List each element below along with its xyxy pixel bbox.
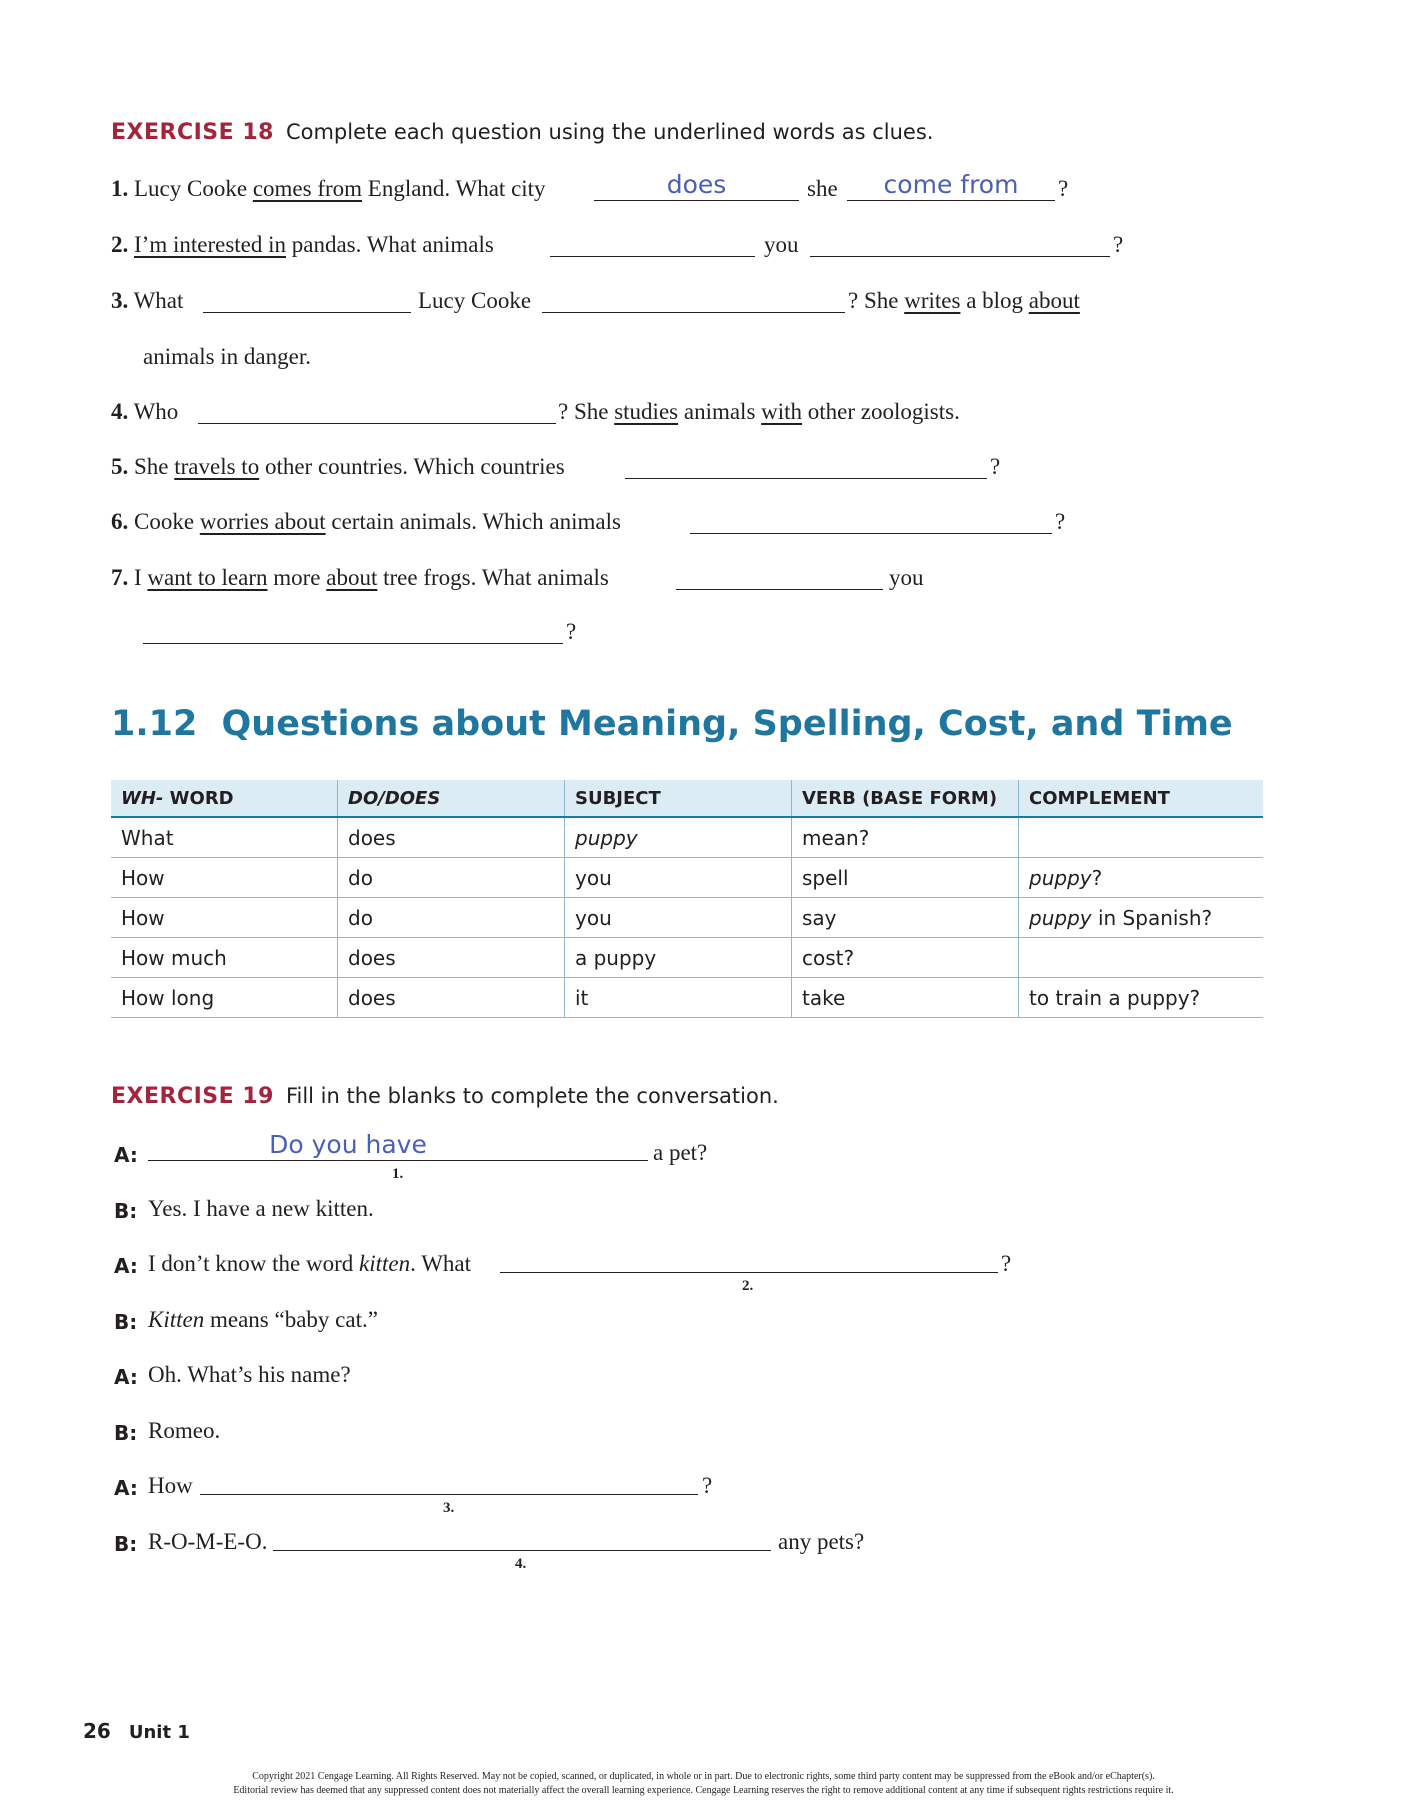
ex18-item-6	[111, 509, 621, 535]
line-text: a pet?	[653, 1140, 708, 1165]
cell-subject	[565, 817, 792, 858]
item-number: 2.	[111, 232, 129, 257]
item-text: Cooke	[134, 509, 200, 534]
line-text-italic: kitten	[359, 1251, 411, 1276]
line-text	[148, 1307, 378, 1333]
item-text: you	[889, 565, 924, 590]
item-text: more	[267, 565, 327, 590]
item-text: certain animals. Which animals	[325, 509, 621, 534]
item-number: 3.	[111, 288, 129, 313]
cell-wh: How much	[111, 938, 338, 978]
line-text: Romeo.	[148, 1418, 221, 1443]
line-text-part: . What	[410, 1251, 472, 1276]
cell-complement: to train a puppy?	[1019, 978, 1264, 1018]
item-text: other zoologists.	[802, 399, 960, 424]
item-text: tree frogs. What animals	[377, 565, 609, 590]
answer-blank-1a[interactable]	[594, 200, 799, 201]
speaker-label: B:	[114, 1310, 138, 1334]
item-text: What	[133, 288, 184, 313]
header-wh-rest: WORD	[163, 788, 234, 809]
item-text: a blog	[960, 288, 1029, 313]
underlined-clue: travels to	[174, 454, 260, 479]
cell-complement	[1019, 817, 1264, 858]
cell-verb: say	[792, 898, 1019, 938]
exercise-19-instruction: Fill in the blanks to complete the conversation.	[285, 1084, 779, 1108]
cell-complement-italic: puppy	[1029, 905, 1092, 930]
cell-subject: you	[565, 858, 792, 898]
item-text: She	[134, 454, 175, 479]
cell-complement	[1019, 858, 1264, 898]
cell-wh: How	[111, 858, 338, 898]
speaker-label: B:	[114, 1421, 138, 1445]
question-mark: ?	[990, 454, 1001, 479]
question-mark: ?	[1058, 176, 1069, 201]
underlined-clue: with	[761, 399, 803, 424]
handwritten-answer: does	[666, 170, 727, 199]
item-text: England. What city	[362, 176, 546, 201]
cell-complement-italic: puppy	[1029, 865, 1092, 890]
underlined-clue: comes from	[252, 176, 363, 201]
question-mark: ?	[1113, 232, 1124, 257]
page-footer	[83, 1719, 190, 1743]
underlined-clue: studies	[614, 399, 679, 424]
line-text: any pets?	[778, 1529, 865, 1554]
answer-blank-2a[interactable]	[550, 256, 755, 257]
underlined-clue: about	[326, 565, 378, 590]
cell-subject: you	[565, 898, 792, 938]
copyright-line-2: Editorial review has deemed that any suppressed content does not materially affect the overall learning experience. Cengage Learning reserves the right to remove additional content at any time if subsequent rights restrictions require it.	[233, 1785, 1174, 1796]
answer-blank-19-3[interactable]	[200, 1494, 698, 1495]
question-mark: ?	[1055, 509, 1066, 534]
table-row	[111, 898, 1263, 938]
answer-blank-19-4[interactable]	[273, 1550, 771, 1551]
exercise-18-instruction: Complete each question using the underlined words as clues.	[285, 120, 934, 144]
section-number: 1.12	[111, 704, 198, 744]
line-text-part: I don’t know the word	[148, 1251, 360, 1276]
blank-number: 3.	[443, 1500, 455, 1516]
item-number: 7.	[111, 565, 129, 590]
item-text: Who	[133, 399, 179, 424]
item-number: 1.	[111, 176, 129, 201]
answer-blank-19-2[interactable]	[500, 1272, 998, 1273]
underlined-clue: writes	[904, 288, 961, 313]
cell-wh: How long	[111, 978, 338, 1018]
line-text: Oh. What’s his name?	[148, 1362, 351, 1387]
table-row	[111, 938, 1263, 978]
exercise-18-header	[111, 120, 933, 145]
table-row	[111, 978, 1263, 1018]
answer-blank-1b[interactable]	[847, 200, 1055, 201]
table-row	[111, 817, 1263, 858]
header-complement: COMPLEMENT	[1019, 780, 1264, 817]
cell-do: does	[338, 978, 565, 1018]
item-text: I	[134, 565, 148, 590]
item-number: 4.	[111, 399, 129, 424]
item-text: she	[807, 176, 838, 201]
handwritten-answer: come from	[883, 170, 1019, 199]
answer-blank-7b[interactable]	[143, 643, 563, 644]
speaker-label: A:	[114, 1254, 138, 1278]
blank-number: 2.	[742, 1278, 754, 1294]
item-number: 6.	[111, 509, 129, 534]
blank-number: 4.	[515, 1556, 527, 1572]
blank-number: 1.	[392, 1166, 404, 1182]
cell-do: do	[338, 858, 565, 898]
header-wh-word	[111, 780, 338, 817]
underlined-clue: want to learn	[147, 565, 268, 590]
table-header-row	[111, 780, 1263, 817]
question-mark: ?	[702, 1473, 713, 1498]
answer-blank-5[interactable]	[625, 478, 987, 479]
section-title: Questions about Meaning, Spelling, Cost, and Time	[221, 704, 1233, 744]
handwritten-answer: Do you have	[269, 1130, 427, 1159]
line-text: R-O-M-E-O.	[148, 1529, 268, 1554]
cell-verb: take	[792, 978, 1019, 1018]
answer-blank-3b[interactable]	[542, 312, 845, 313]
item-text: Lucy Cooke	[418, 288, 532, 313]
cell-do: does	[338, 938, 565, 978]
ex18-item-4	[111, 399, 178, 425]
answer-blank-6-line[interactable]	[690, 533, 1052, 534]
section-heading	[111, 704, 1233, 744]
speaker-label: A:	[114, 1476, 138, 1500]
answer-blank-2b[interactable]	[810, 256, 1110, 257]
header-subject: SUBJECT	[565, 780, 792, 817]
answer-blank-19-1[interactable]	[148, 1160, 648, 1161]
ex18-item-4-rest	[558, 399, 960, 425]
grammar-table	[111, 780, 1263, 1018]
cell-complement	[1019, 938, 1264, 978]
ex18-item-3-rest	[848, 288, 1080, 314]
cell-verb: mean?	[792, 817, 1019, 858]
speaker-label: B:	[114, 1199, 138, 1223]
underlined-clue: worries about	[199, 509, 326, 534]
cell-verb: spell	[792, 858, 1019, 898]
unit-label: Unit 1	[128, 1722, 190, 1743]
answer-blank-4[interactable]	[198, 423, 556, 424]
header-do-does	[338, 780, 565, 817]
underlined-clue: about	[1028, 288, 1080, 313]
cell-wh: What	[111, 817, 338, 858]
line-text: How	[148, 1473, 193, 1498]
item-text: ? She	[558, 399, 615, 424]
answer-blank-3a[interactable]	[203, 312, 411, 313]
line-text-italic: Kitten	[148, 1307, 205, 1332]
answer-blank-7a[interactable]	[676, 589, 883, 590]
ex18-item-5	[111, 454, 565, 480]
line-text	[148, 1251, 471, 1277]
header-verb: VERB (BASE FORM)	[792, 780, 1019, 817]
question-mark: ?	[566, 619, 577, 644]
cell-subject: a puppy	[565, 938, 792, 978]
item-text: ? She	[848, 288, 905, 313]
header-do-text: DO/DOES	[348, 788, 441, 809]
item-number: 5.	[111, 454, 129, 479]
table-row	[111, 858, 1263, 898]
item-text: pandas. What animals	[286, 232, 494, 257]
cell-complement-text: ?	[1091, 865, 1103, 890]
exercise-19-header	[111, 1084, 779, 1109]
cell-do: does	[338, 817, 565, 858]
ex18-item-3	[111, 288, 183, 314]
page-number: 26	[83, 1719, 111, 1743]
cell-complement	[1019, 898, 1264, 938]
speaker-label: B:	[114, 1532, 138, 1556]
item-text: Lucy Cooke	[134, 176, 253, 201]
cell-subject-italic: puppy	[575, 825, 638, 850]
ex18-item-1	[111, 176, 546, 202]
cell-verb: cost?	[792, 938, 1019, 978]
item-text: animals	[678, 399, 762, 424]
question-mark: ?	[1001, 1251, 1012, 1276]
item-text: other countries. Which countries	[259, 454, 565, 479]
copyright-line-1: Copyright 2021 Cengage Learning. All Rights Reserved. May not be copied, scanned, or duplicated, in whole or in part. Due to electronic rights, some third party content may be suppressed from the eBook and/or eChapter(s).	[252, 1771, 1155, 1782]
speaker-label: A:	[114, 1365, 138, 1389]
exercise-19-title: EXERCISE 19	[111, 1084, 274, 1109]
cell-do: do	[338, 898, 565, 938]
cell-wh: How	[111, 898, 338, 938]
line-text: Yes. I have a new kitten.	[148, 1196, 374, 1221]
cell-subject: it	[565, 978, 792, 1018]
line-text-part: means “baby cat.”	[204, 1307, 378, 1332]
speaker-label: A:	[114, 1143, 138, 1167]
exercise-18-title: EXERCISE 18	[111, 120, 274, 145]
item-text-continuation: animals in danger.	[143, 344, 311, 369]
header-wh-italic: WH-	[121, 788, 164, 809]
ex18-item-7	[111, 565, 609, 591]
cell-complement-text: in Spanish?	[1091, 905, 1213, 930]
underlined-clue: I’m interested in	[134, 232, 287, 257]
ex18-item-2	[111, 232, 494, 258]
item-text: you	[764, 232, 799, 257]
